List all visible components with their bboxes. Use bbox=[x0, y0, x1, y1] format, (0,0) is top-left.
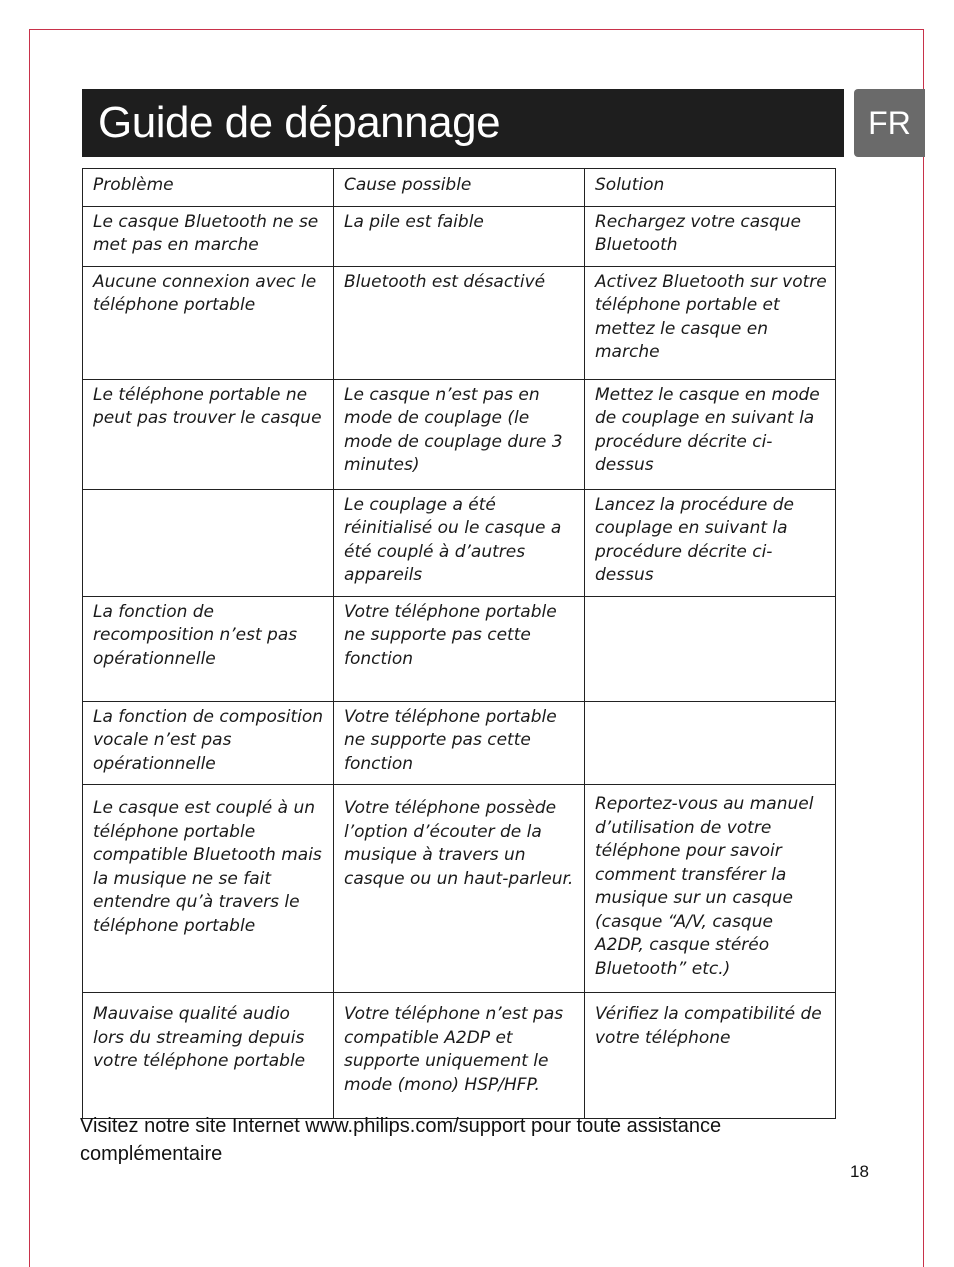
page-number: 18 bbox=[850, 1162, 869, 1181]
table-row bbox=[83, 596, 836, 701]
cell-cause: Le casque n’est pas en mode de couplage (le mode de couplage dure 3 minutes) bbox=[334, 379, 585, 489]
cell-cause: Le couplage a été réinitialisé ou le casque a été couplé à d’autres appareils bbox=[334, 489, 585, 596]
cell-cause: Votre téléphone possède l’option d’écouter de la musique à travers un casque ou un haut-parleur. bbox=[334, 785, 585, 993]
table-header-row bbox=[83, 169, 836, 207]
cell-solution: Activez Bluetooth sur votre téléphone portable et mettez le casque en marche bbox=[585, 266, 836, 379]
support-note: Visitez notre site Internet www.philips.com/support pour toute assistance complémentaire bbox=[80, 1115, 722, 1165]
column-header-problem: Problème bbox=[83, 169, 334, 207]
table-row bbox=[83, 266, 836, 379]
table-row bbox=[83, 489, 836, 596]
cell-cause: Votre téléphone n’est pas compatible A2DP et supporte uniquement le mode (mono) HSP/HFP. bbox=[334, 993, 585, 1119]
cell-problem: Le téléphone portable ne peut pas trouver le casque bbox=[83, 379, 334, 489]
cell-solution: Rechargez votre casque Bluetooth bbox=[585, 206, 836, 266]
cell-solution bbox=[585, 701, 836, 785]
cell-problem: La fonction de recomposition n’est pas opérationnelle bbox=[83, 596, 334, 701]
cell-solution bbox=[585, 596, 836, 701]
table-row bbox=[83, 993, 836, 1119]
column-header-cause: Cause possible bbox=[334, 169, 585, 207]
cell-problem: Aucune connexion avec le téléphone portable bbox=[83, 266, 334, 379]
page-title: Guide de dépannage bbox=[82, 89, 844, 157]
table-row bbox=[83, 206, 836, 266]
table-row bbox=[83, 785, 836, 993]
cell-problem: Le casque est couplé à un téléphone portable compatible Bluetooth mais la musique ne se fait entendre qu’à travers le téléphone portable bbox=[83, 785, 334, 993]
cell-problem bbox=[83, 489, 334, 596]
cell-cause: Bluetooth est désactivé bbox=[334, 266, 585, 379]
cell-solution: Lancez la procédure de couplage en suivant la procédure décrite ci-dessus bbox=[585, 489, 836, 596]
cell-cause: La pile est faible bbox=[334, 206, 585, 266]
table-row bbox=[83, 379, 836, 489]
cell-problem: La fonction de composition vocale n’est pas opérationnelle bbox=[83, 701, 334, 785]
language-tab: FR bbox=[854, 89, 925, 157]
cell-problem: Mauvaise qualité audio lors du streaming depuis votre téléphone portable bbox=[83, 993, 334, 1119]
cell-solution: Mettez le casque en mode de couplage en suivant la procédure décrite ci-dessus bbox=[585, 379, 836, 489]
cell-problem: Le casque Bluetooth ne se met pas en marche bbox=[83, 206, 334, 266]
cell-solution: Reportez-vous au manuel d’utilisation de votre téléphone pour savoir comment transférer la musique sur un casque (casque “A/V, casque A2DP, casque stéréo Bluetooth” etc.) bbox=[585, 785, 836, 993]
cell-solution: Vérifiez la compatibilité de votre téléphone bbox=[585, 993, 836, 1119]
cell-cause: Votre téléphone portable ne supporte pas cette fonction bbox=[334, 596, 585, 701]
column-header-solution: Solution bbox=[585, 169, 836, 207]
troubleshooting-table bbox=[82, 168, 836, 1119]
table-row bbox=[83, 701, 836, 785]
cell-cause: Votre téléphone portable ne supporte pas cette fonction bbox=[334, 701, 585, 785]
